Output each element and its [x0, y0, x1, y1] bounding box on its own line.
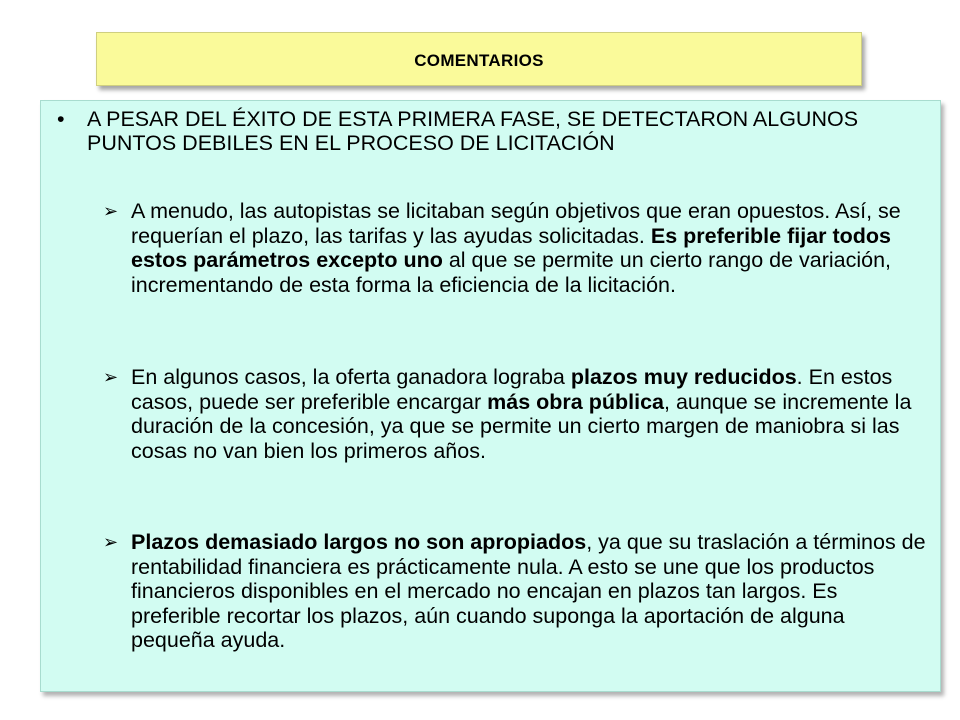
bold-segment: Plazos demasiado largos no son apropiados: [131, 530, 587, 554]
page-title: COMENTARIOS: [414, 50, 544, 70]
sub-item-text: [131, 365, 931, 463]
bold-segment: Es preferible fijar todos estos parámetros excepto uno: [131, 223, 892, 272]
bold-segment: plazos muy reducidos: [570, 365, 797, 389]
sub-item-long-terms: [103, 530, 931, 653]
arrow-bullet-icon: ➢: [103, 201, 119, 221]
text-segment: . En estos casos, puede ser preferible encargar: [131, 365, 893, 414]
arrow-bullet-icon: ➢: [103, 367, 119, 387]
bold-segment: más obra pública: [487, 389, 664, 414]
text-segment: A menudo, las autopistas se licitaban según objetivos que eran opuestos. Así, se requerían el plazo, las tarifas y las ayudas solicitadas.: [131, 199, 901, 248]
main-bullet-text: A PESAR DEL ÉXITO DE ESTA PRIMERA FASE, SE DETECTARON ALGUNOS PUNTOS DEBILES EN EL PROCESO DE LICITACIÓN: [87, 107, 859, 155]
text-segment: , aunque se incremente la duración de la concesión, ya que se permite un cierto margen de maniobra si las cosas no van bien los primeros años.: [131, 389, 912, 463]
sub-item-text: [131, 199, 931, 297]
main-bullet-item: [57, 107, 927, 155]
bullet-marker: •: [57, 107, 65, 131]
text-segment: En algunos casos, la oferta ganadora lograba: [131, 365, 571, 389]
text-segment: al que se permite un cierto rango de variación, incrementando de esta forma la eficiencia de la licitación.: [131, 248, 892, 297]
content-panel: [40, 100, 941, 692]
sub-item-text: [131, 530, 931, 653]
sub-item-short-terms: [103, 365, 931, 463]
arrow-bullet-icon: ➢: [103, 532, 119, 552]
text-segment: , ya que su traslación a términos de rentabilidad financiera es prácticamente nula. A esto se une que los productos financieros disponibles en el mercado no encajan en plazos tan largos. Es preferible recortar los plazos, aún cuando suponga la aportación de alguna pequeña ayuda.: [131, 530, 926, 652]
title-banner: [96, 32, 862, 86]
sub-item-tendering-objectives: [103, 199, 931, 297]
